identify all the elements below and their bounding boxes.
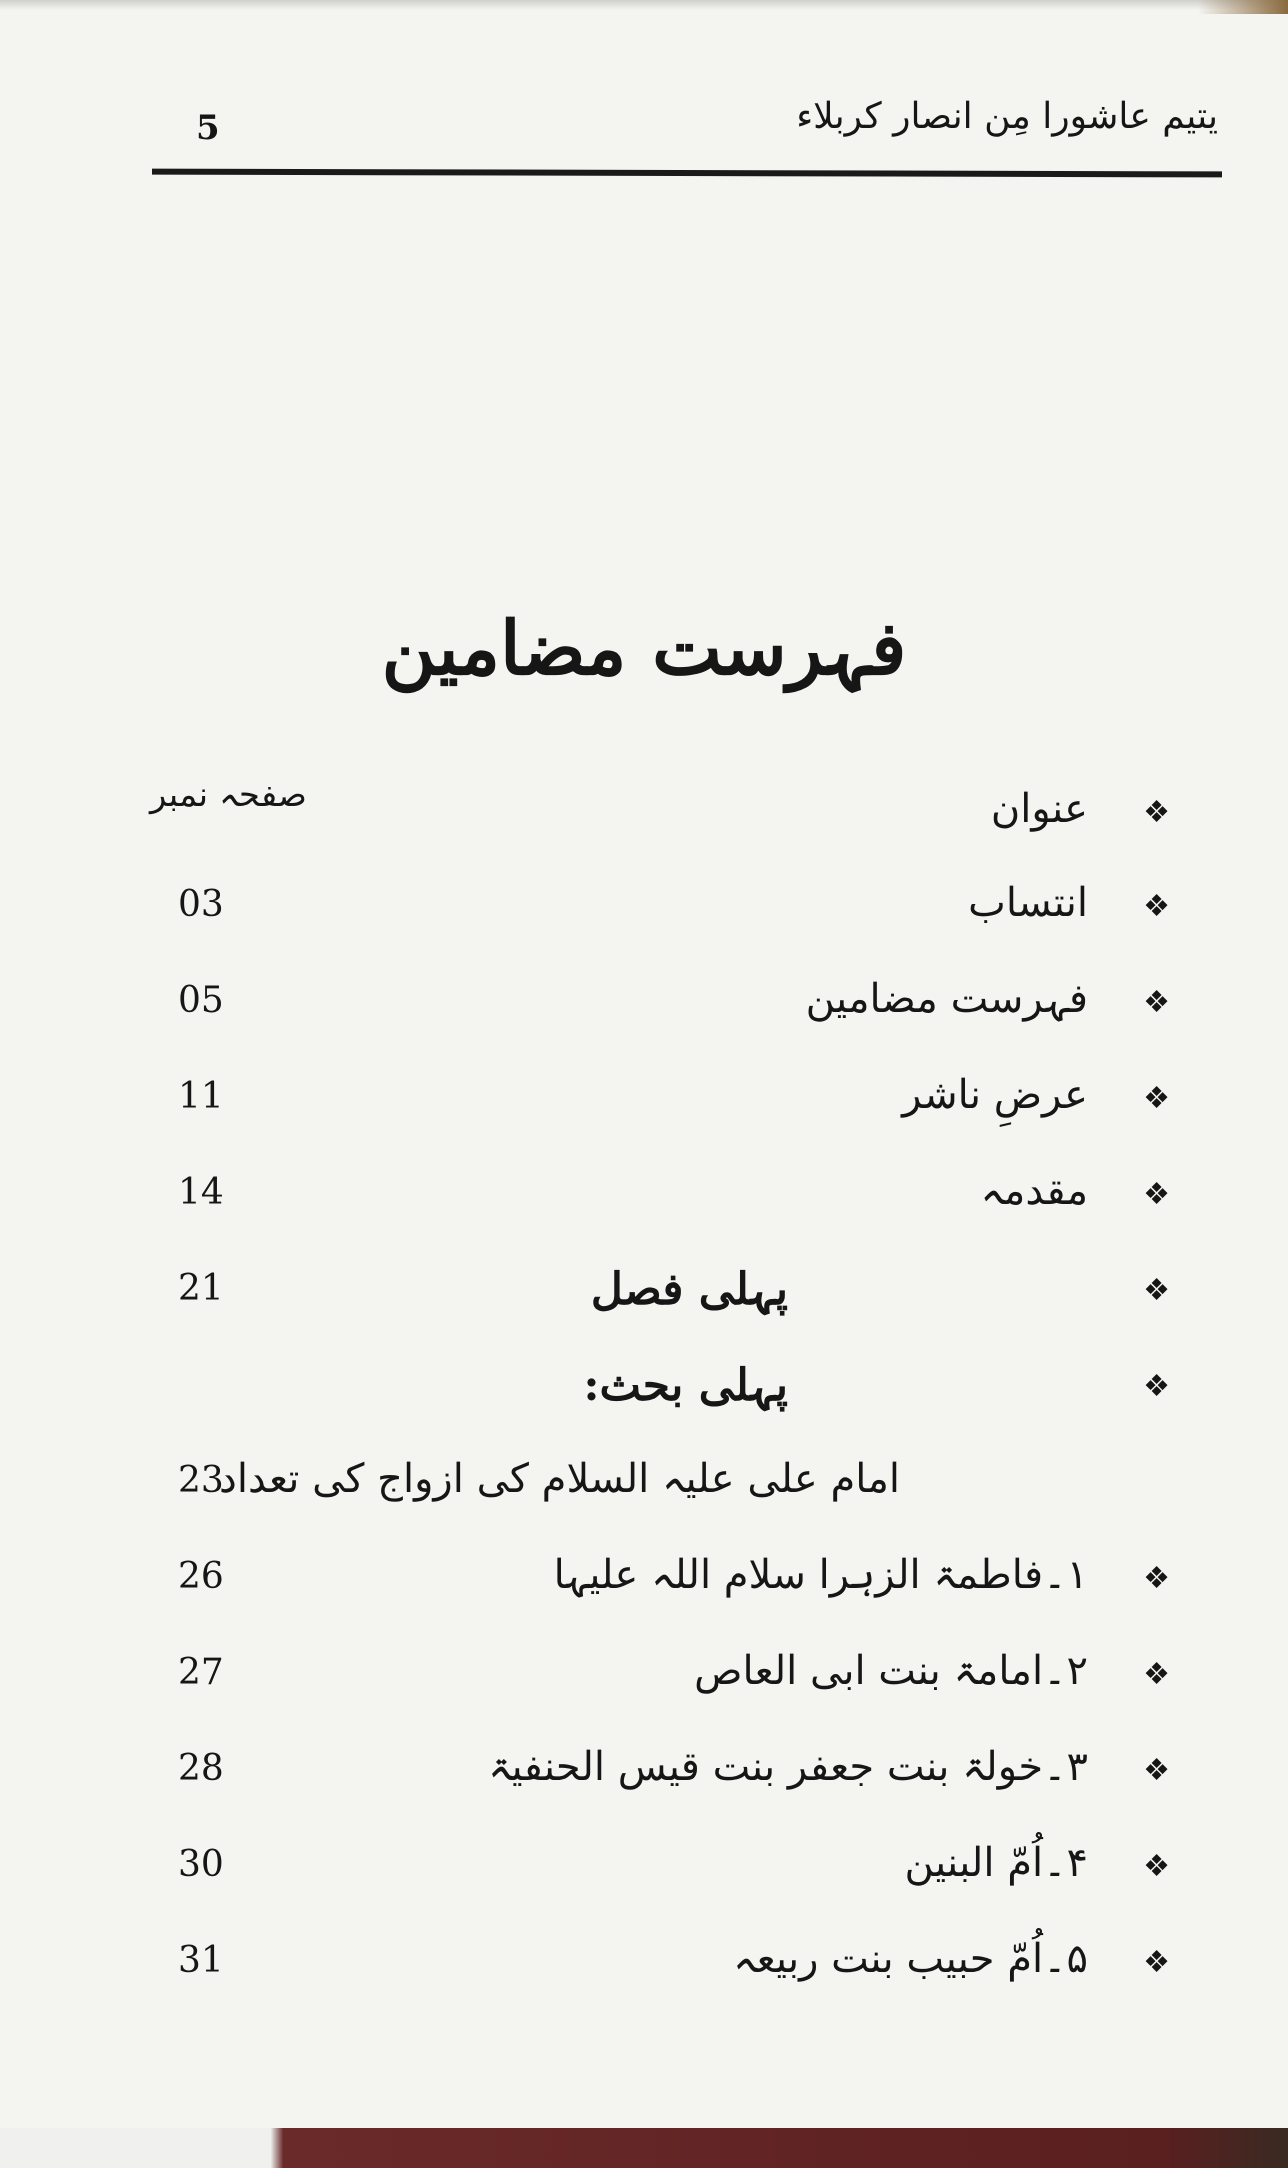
toc-row [0,1926,1288,2022]
bullet-icon: ❖ [1143,1561,1170,1596]
bullet-icon: ❖ [1143,1369,1170,1404]
toc-entry-title: مقدمہ [980,1168,1088,1214]
toc-section-heading: پہلی بحث: [583,1360,788,1411]
toc-entry-title: عرضِ ناشر [902,1072,1088,1118]
running-header-title: یتیم عاشورا مِن انصار کربلاء [796,96,1218,137]
bullet-icon: ❖ [1143,1945,1170,1980]
toc-row [0,1638,1288,1734]
toc-row [0,1158,1288,1254]
toc-entry-title: ۳۔خولۃ بنت جعفر بنت قیس الحنفیۃ [488,1744,1088,1790]
bullet-icon: ❖ [1143,1081,1170,1116]
toc-entry-title: انتساب [968,880,1088,926]
toc-entry-title: فہرست مضامین [805,976,1088,1022]
toc-entry-page: 30 [178,1844,224,1885]
toc-entry-page: 27 [178,1652,224,1693]
toc-entry-title: امام علی علیہ السلام کی ازواج کی تعداد [219,1456,900,1502]
toc-entry-page: 05 [178,980,224,1021]
page-top-corner-shadow [1198,0,1288,14]
page-number: 5 [196,108,220,148]
toc-row [0,1830,1288,1926]
toc-entry-page: 31 [178,1940,224,1981]
toc-row [0,1734,1288,1830]
toc-entry-title: ۴۔اُمّ البنین [904,1840,1088,1886]
toc-row [0,776,1288,872]
toc-row [0,1254,1288,1350]
toc-entry-title: ۵۔اُمّ حبیب بنت ربیعہ [733,1936,1088,1982]
page-column-header: صفحہ نمبر [150,775,307,815]
header-rule [152,169,1222,178]
toc-row [0,1062,1288,1158]
toc-entry-page: 26 [178,1556,224,1597]
bullet-icon: ❖ [1143,1177,1170,1212]
bullet-icon: ❖ [1143,1657,1170,1692]
toc-chapter-heading: پہلی فصل [590,1264,788,1315]
toc-row [0,870,1288,966]
toc-entry-page: 21 [178,1268,224,1309]
toc-entry-title: ۱۔فاطمۃ الزہرا سلام اللہ علیہا [553,1552,1088,1598]
toc-entry-title: ۲۔امامۃ بنت ابی العاص [694,1648,1088,1694]
book-cover-edge [0,2128,1288,2168]
bullet-icon: ❖ [1143,889,1170,924]
toc-entry-page: 23 [178,1460,224,1501]
toc-entry-page: 03 [178,884,224,925]
toc-row [0,966,1288,1062]
toc-entry-page: 11 [178,1076,224,1117]
toc-title: فہرست مضامین [381,606,907,692]
toc-row [0,1350,1288,1446]
page-top-edge [0,0,1288,10]
toc-entry-title: عنوان [990,786,1088,832]
bullet-icon: ❖ [1143,1273,1170,1308]
toc-entry-page: 14 [178,1172,224,1213]
bullet-icon: ❖ [1143,1753,1170,1788]
toc-entry-page: 28 [178,1748,224,1789]
toc-row [0,1446,1288,1542]
bullet-icon: ❖ [1143,985,1170,1020]
toc-row [0,1542,1288,1638]
bullet-icon: ❖ [1143,795,1170,830]
bullet-icon: ❖ [1143,1849,1170,1884]
